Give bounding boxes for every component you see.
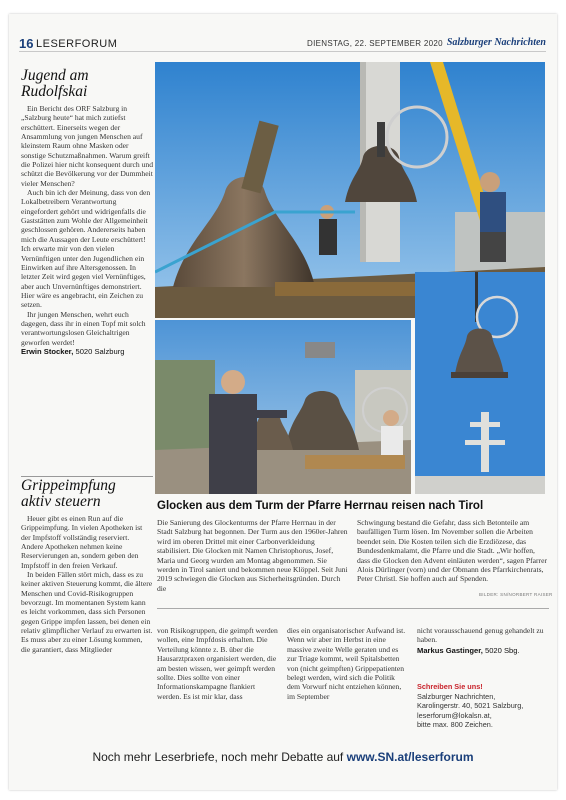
church-bell-icon — [415, 272, 545, 494]
letter-paragraph: Heuer gibt es einen Run auf die Grippeimpfung. In vielen Apotheken ist der Impfstoff vollständig reserviert. Andere Apotheken nehmen keine Reservierungen an, sondern geben den Impfstoff in den freien Verkauf. — [21, 514, 143, 570]
letter-headline: Jugend am Rudolfskai — [21, 67, 89, 100]
footer-link[interactable]: www.SN.at/leserforum — [346, 750, 474, 764]
page-number: 16 — [19, 36, 34, 51]
letter-author: Markus Gastinger — [417, 645, 481, 655]
letter-text: nicht vorausschauend genug gehandelt zu haben. — [417, 626, 544, 645]
letter-place: 5020 Salzburg — [75, 346, 125, 356]
letter-rudolfskai — [21, 68, 153, 356]
footer-banner — [9, 750, 557, 764]
letter-paragraph: Ihr jungen Menschen, wehrt euch dagegen, dass ihr in einen Topf mit solch verantwortungslosen Gleichaltrigen geworfen werdet! — [21, 309, 146, 347]
article-divider — [157, 608, 549, 609]
issue-date: DIENSTAG, 22. SEPTEMBER 2020 — [307, 39, 443, 48]
priest-with-bells-photo — [155, 320, 411, 494]
section-title: LESERFORUM — [36, 38, 118, 50]
contact-email-link[interactable]: leserforum@lokalsn.at, — [417, 710, 492, 720]
letter-signature: Markus Gastinger, 5020 Sbg. — [417, 645, 520, 655]
masthead — [19, 38, 546, 52]
letter-place: 5020 Sbg. — [484, 645, 520, 655]
article-column: Die Sanierung des Glockenturms der Pfarre Herrnau in der Stadt Salzburg hat begonnen. Der Turm aus den 1960er-Jahren wird im oberen Drittel mit einer Carbonverkleidung stabilisiert. Die Glocken mit Namen Christophorus, Josef, Maria und Georg wurden am Montag abgenommen. Sie werden in Tirol saniert und bekommen neue Klöppel. Seit Juni 2019 schwiegen die Glocken aus Sicherheitsgründen. Durch die — [157, 518, 348, 593]
letter-continuation: dies ein organisatorischer Aufwand ist. Wenn wir aber im Herbst in eine massive zweite Welle geraten und es zur Triage kommt, weil Spitalsbetten von (nicht geimpften) Grippepatienten belegt werden, wird sich die Politik dem Vorwurf nicht entziehen können, im September — [287, 626, 406, 701]
article-headline: Glocken aus dem Turm der Pfarre Herrnau reisen nach Tirol — [157, 500, 484, 512]
letter-continuation: von Risikogruppen, die geimpft werden wollen, eine Impfdosis erhalten. Die Verteilung könnte z. B. über die Hausarztpraxen organisiert werden, die am besten wissen, wer geimpft werden sollte. Dies sollte von einer Informationskampagne flankiert werden. Es ist mir klar, dass — [157, 626, 278, 701]
contact-line: Salzburger Nachrichten, — [417, 691, 496, 701]
letter-headline: Grippeimpfung aktiv steuern — [21, 477, 116, 510]
newspaper-page — [9, 14, 557, 790]
letter-signature: Erwin Stocker, 5020 Salzburg — [21, 346, 125, 356]
church-bell-icon — [155, 320, 411, 494]
newspaper-logo: Salzburger Nachrichten — [446, 37, 546, 48]
contact-title: Schreiben Sie uns! — [417, 682, 483, 691]
footer-text: Noch mehr Leserbriefe, noch mehr Debatte auf — [92, 750, 344, 764]
letter-paragraph: In beiden Fällen stört mich, dass es zu keiner aktiven Steuerung kommt, die ältere Menschen und Covid-Risikogruppen bevorzugt. Im momentanen System kann es leicht vorkommen, dass sich Personen gegen Grippe impfen lassen, bei denen ein relativ glimpflicher Verlauf zu erwarten ist. Es muss aber zu einer Lösung kommen, die garantiert, dass Mitglieder — [21, 570, 153, 654]
article-column: Schwingung bestand die Gefahr, dass sich Betonteile am baufälligen Turm lösen. Im November sollen die Arbeiten beendet sein. Die Kosten teilen sich die Erzdiözese, das Bundesdenkmalamt, die Pfarre und die Stadt. „Wir hoffen, dass die Glocken den Advent einläuten werden“, sagen Pfarrer Alois Dürlinger (vorn) und der Obmann des Pfarrkirchenrats, Peter Christl. Sie hoffen auch auf Spenden. — [357, 518, 547, 584]
letter-paragraph: Ein Bericht des ORF Salzburg in „Salzburg heute“ hat mich zutiefst erschüttert. Einerseits wegen der Ansammlung von jungen Menschen auf kleinstem Raum ohne Masken oder sonstige Schutzmaßnahmen. Warum greift die Polizei hier nicht konsequent durch und schützt die Bevölkerung vor der Dummheit vieler Menschen? — [21, 104, 154, 188]
bell-in-sky-photo — [415, 272, 545, 494]
contact-line: bitte max. 800 Zeichen. — [417, 720, 493, 730]
contact-line: Karolingerstr. 40, 5021 Salzburg, — [417, 701, 524, 711]
letter-author: Erwin Stocker — [21, 346, 72, 356]
letter-continuation — [417, 626, 551, 655]
letter-paragraph: Auch bin ich der Meinung, dass von den Lokalbetreibern Verantwortung eingefordert gehört und widrigenfalls die Gaststätten zum Wohle der Allgemeinheit geschlossen gehören. Andererseits haben mich die Aussagen der Leute erschüttert! Ich erwarte mir von den vielen Vernünftigen unter den Jugendlichen ein Einwirken auf ihre Altersgenossen. In letzter Zeit wird gegen viel Vernünftiges, aber auch Unvernünftiges demonstriert. Hier wäre es angebracht, ein Zeichen zu setzen. — [21, 188, 151, 310]
photo-credit: BILDER: SN/NORBERT RAISER — [479, 592, 553, 597]
contact-box — [417, 682, 551, 730]
letter-grippeimpfung — [21, 478, 153, 654]
